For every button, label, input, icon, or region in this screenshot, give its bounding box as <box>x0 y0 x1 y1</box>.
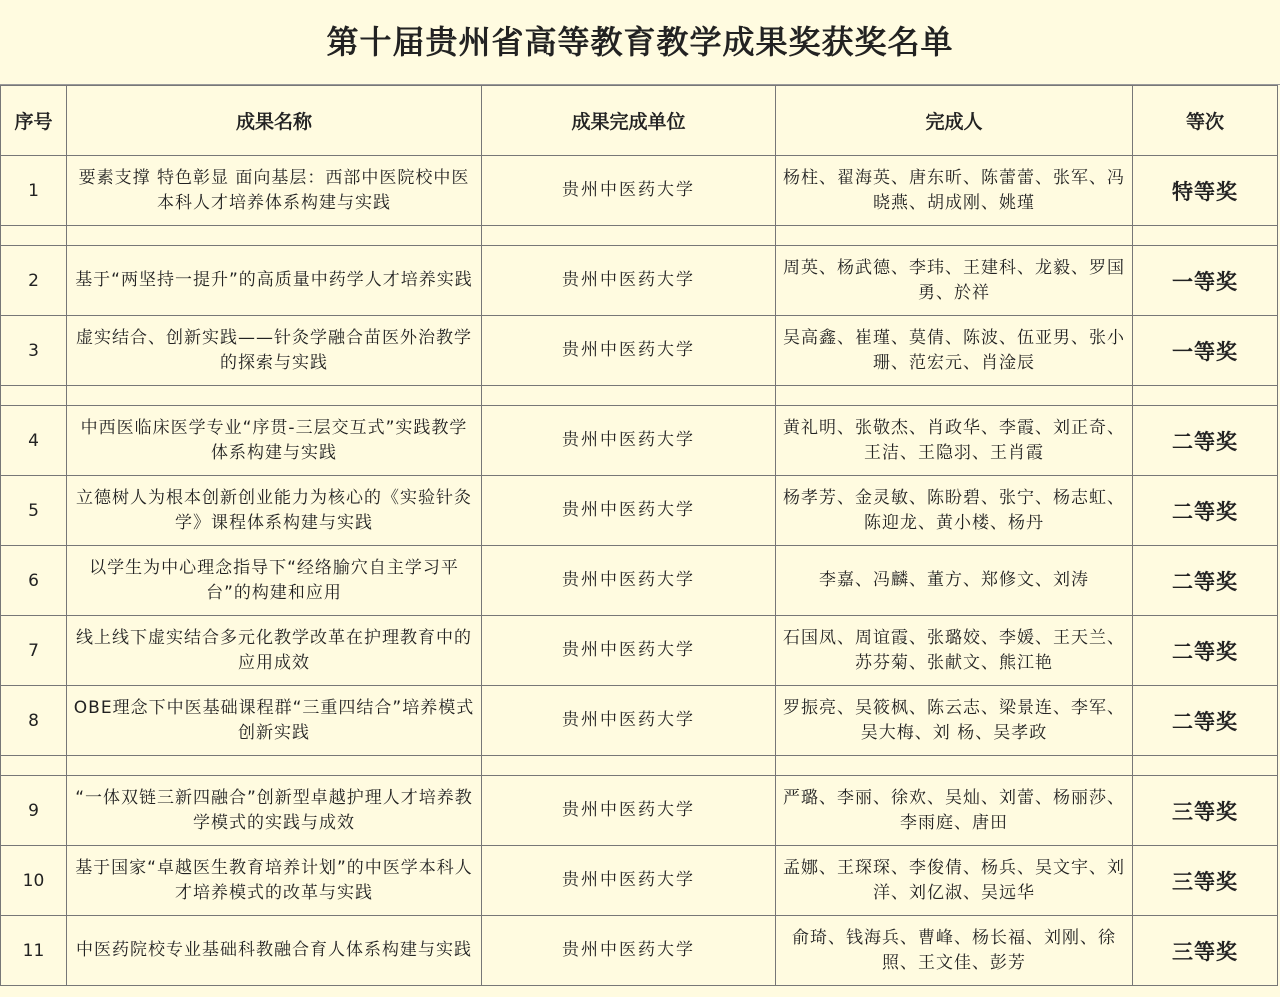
award-table <box>0 85 1278 986</box>
people-cell: 黄礼明、张敬杰、肖政华、李霞、刘正奇、王洁、王隐羽、王肖霞 <box>776 406 1133 476</box>
table-row <box>1 776 1278 846</box>
table-row <box>1 246 1278 316</box>
name-cell: 中医药院校专业基础科教融合育人体系构建与实践 <box>67 916 482 986</box>
name-cell: “一体双链三新四融合”创新型卓越护理人才培养教学模式的实践与成效 <box>67 776 482 846</box>
table-row <box>1 406 1278 476</box>
group-spacer-row <box>1 386 1278 406</box>
seq-cell: 9 <box>1 776 67 846</box>
seq-cell: 4 <box>1 406 67 476</box>
unit-cell: 贵州中医药大学 <box>482 246 776 316</box>
unit-cell: 贵州中医药大学 <box>482 156 776 226</box>
page-title: 第十届贵州省高等教育教学成果奖获奖名单 <box>0 0 1280 85</box>
award-cell: 二等奖 <box>1133 616 1278 686</box>
table-row <box>1 616 1278 686</box>
header-people: 完成人 <box>776 86 1133 156</box>
name-cell: 基于“两坚持一提升”的高质量中药学人才培养实践 <box>67 246 482 316</box>
award-cell: 二等奖 <box>1133 546 1278 616</box>
seq-cell: 3 <box>1 316 67 386</box>
table-row <box>1 156 1278 226</box>
name-cell: 要素支撑 特色彰显 面向基层：西部中医院校中医本科人才培养体系构建与实践 <box>67 156 482 226</box>
header-unit: 成果完成单位 <box>482 86 776 156</box>
group-spacer-row <box>1 756 1278 776</box>
award-cell: 二等奖 <box>1133 476 1278 546</box>
people-cell: 俞琦、钱海兵、曹峰、杨长福、刘刚、徐照、王文佳、彭芳 <box>776 916 1133 986</box>
award-cell: 三等奖 <box>1133 916 1278 986</box>
table-row <box>1 546 1278 616</box>
seq-cell: 11 <box>1 916 67 986</box>
people-cell: 李嘉、冯麟、董方、郑修文、刘涛 <box>776 546 1133 616</box>
name-cell: OBE理念下中医基础课程群“三重四结合”培养模式创新实践 <box>67 686 482 756</box>
seq-cell: 8 <box>1 686 67 756</box>
seq-cell: 10 <box>1 846 67 916</box>
award-cell: 特等奖 <box>1133 156 1278 226</box>
unit-cell: 贵州中医药大学 <box>482 776 776 846</box>
people-cell: 石国凤、周谊霞、张璐姣、李媛、王天兰、苏芬菊、张献文、熊江艳 <box>776 616 1133 686</box>
seq-cell: 6 <box>1 546 67 616</box>
table-row <box>1 686 1278 756</box>
award-cell: 二等奖 <box>1133 686 1278 756</box>
unit-cell: 贵州中医药大学 <box>482 316 776 386</box>
people-cell: 罗振亮、吴筱枫、陈云志、梁景连、李军、 吴大梅、刘 杨、吴孝政 <box>776 686 1133 756</box>
name-cell: 基于国家“卓越医生教育培养计划”的中医学本科人才培养模式的改革与实践 <box>67 846 482 916</box>
group-spacer-row <box>1 226 1278 246</box>
name-cell: 虚实结合、创新实践——针灸学融合苗医外治教学的探索与实践 <box>67 316 482 386</box>
header-name: 成果名称 <box>67 86 482 156</box>
unit-cell: 贵州中医药大学 <box>482 686 776 756</box>
seq-cell: 2 <box>1 246 67 316</box>
unit-cell: 贵州中医药大学 <box>482 406 776 476</box>
name-cell: 中西医临床医学专业“序贯-三层交互式”实践教学体系构建与实践 <box>67 406 482 476</box>
award-cell: 三等奖 <box>1133 846 1278 916</box>
people-cell: 周英、杨武德、李玮、王建科、龙毅、罗国勇、於祥 <box>776 246 1133 316</box>
unit-cell: 贵州中医药大学 <box>482 616 776 686</box>
unit-cell: 贵州中医药大学 <box>482 476 776 546</box>
unit-cell: 贵州中医药大学 <box>482 546 776 616</box>
people-cell: 孟娜、王琛琛、李俊倩、杨兵、吴文宇、刘洋、刘亿淑、吴远华 <box>776 846 1133 916</box>
people-cell: 杨柱、翟海英、唐东昕、陈蕾蕾、张军、冯晓燕、胡成刚、姚瑾 <box>776 156 1133 226</box>
seq-cell: 7 <box>1 616 67 686</box>
seq-cell: 1 <box>1 156 67 226</box>
header-row <box>1 86 1278 156</box>
people-cell: 严璐、李丽、徐欢、吴灿、刘蕾、杨丽莎、李雨庭、唐田 <box>776 776 1133 846</box>
award-cell: 二等奖 <box>1133 406 1278 476</box>
people-cell: 吴高鑫、崔瑾、莫倩、陈波、伍亚男、张小珊、范宏元、肖淦辰 <box>776 316 1133 386</box>
header-award: 等次 <box>1133 86 1278 156</box>
unit-cell: 贵州中医药大学 <box>482 916 776 986</box>
award-cell: 一等奖 <box>1133 316 1278 386</box>
name-cell: 以学生为中心理念指导下“经络腧穴自主学习平台”的构建和应用 <box>67 546 482 616</box>
table-row <box>1 916 1278 986</box>
award-cell: 一等奖 <box>1133 246 1278 316</box>
award-cell: 三等奖 <box>1133 776 1278 846</box>
seq-cell: 5 <box>1 476 67 546</box>
table-row <box>1 476 1278 546</box>
name-cell: 立德树人为根本创新创业能力为核心的《实验针灸学》课程体系构建与实践 <box>67 476 482 546</box>
people-cell: 杨孝芳、金灵敏、陈盼碧、张宁、杨志虹、陈迎龙、黄小楼、杨丹 <box>776 476 1133 546</box>
table-row <box>1 846 1278 916</box>
table-row <box>1 316 1278 386</box>
header-seq: 序号 <box>1 86 67 156</box>
unit-cell: 贵州中医药大学 <box>482 846 776 916</box>
name-cell: 线上线下虚实结合多元化教学改革在护理教育中的应用成效 <box>67 616 482 686</box>
